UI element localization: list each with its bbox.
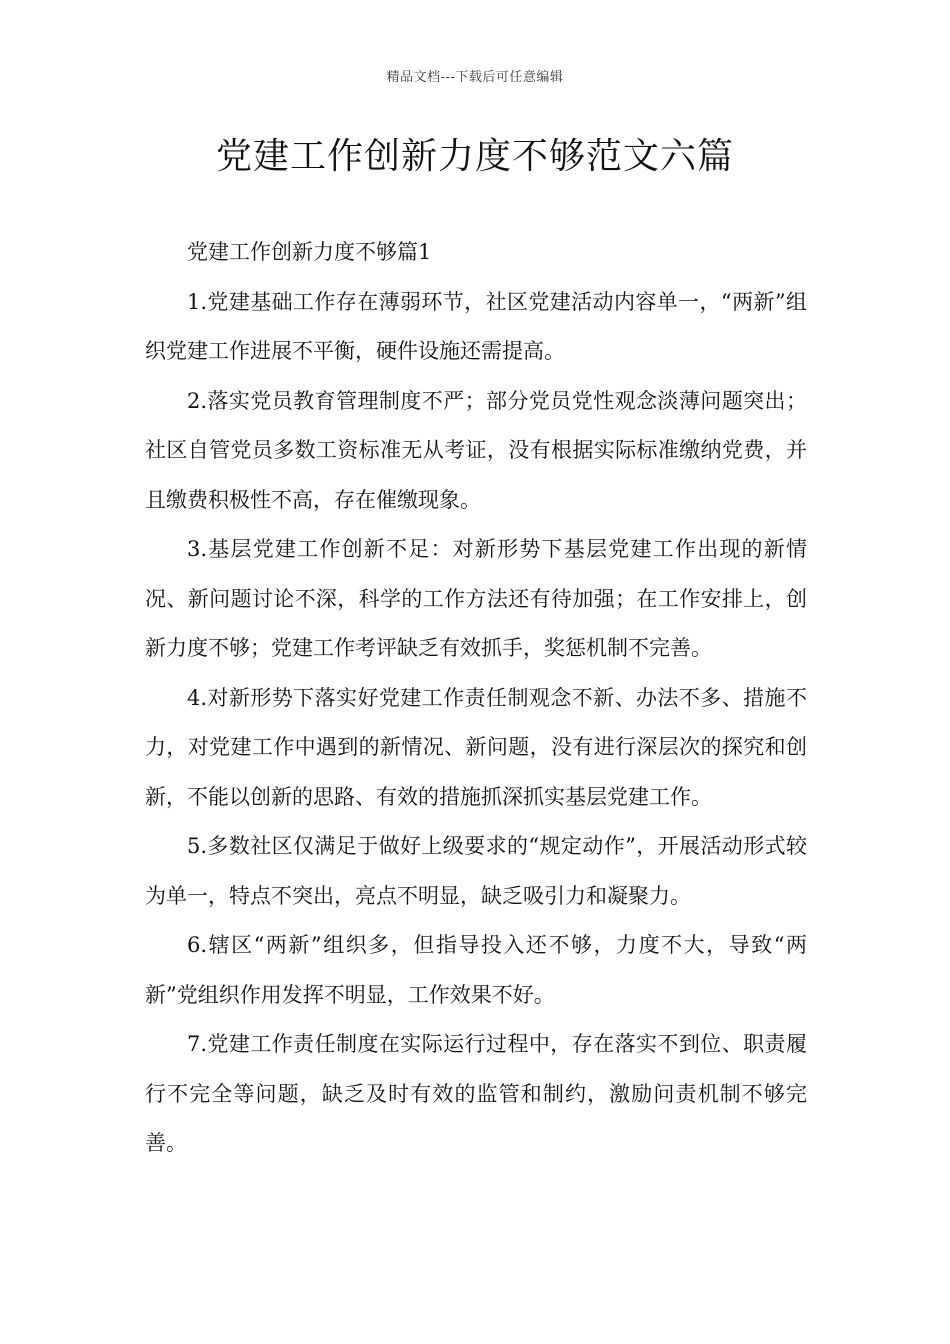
paragraph-4: 4.对新形势下落实好党建工作责任制观念不新、办法不多、措施不力，对党建工作中遇到的新情况、新问题，没有进行深层次的探究和创新，不能以创新的思路、有效的措施抓深抓实基层党建工作。 xyxy=(145,685,807,809)
paragraph-3: 3.基层党建工作创新不足：对新形势下基层党建工作出现的新情况、新问题讨论不深，科学的工作方法还有待加强；在工作安排上，创新力度不够；党建工作考评缺乏有效抓手，奖惩机制不完善。 xyxy=(145,537,807,660)
paragraph-6: 6.辖区“两新”组织多，但指导投入还不够，力度不大，导致“两新”党组织作用发挥不明显，工作效果不好。 xyxy=(145,933,807,1007)
document-title: 党建工作创新力度不够范文六篇 xyxy=(215,136,734,177)
paragraph-7: 7.党建工作责任制度在实际运行过程中，存在落实不到位、职责履行不完全等问题，缺乏及时有效的监管和制约，激励问责机制不够完善。 xyxy=(145,1032,807,1155)
paragraph-1: 1.党建基础工作存在薄弱环节，社区党建活动内容单一，“两新”组织党建工作进展不平衡，硬件设施还需提高。 xyxy=(145,289,807,363)
paragraph-2: 2.落实党员教育管理制度不严；部分党员党性观念淡薄问题突出；社区自管党员多数工资标准无从考证，没有根据实际标准缴纳党费，并且缴费积极性不高，存在催缴现象。 xyxy=(145,388,807,512)
header-note: 精品文档---下载后可任意编辑 xyxy=(386,70,564,85)
paragraph-5: 5.多数社区仅满足于做好上级要求的“规定动作”，开展活动形式较为单一，特点不突出，亮点不明显，缺乏吸引力和凝聚力。 xyxy=(145,834,807,908)
section-heading: 党建工作创新力度不够篇1 xyxy=(187,240,432,264)
document-body xyxy=(145,228,807,1169)
